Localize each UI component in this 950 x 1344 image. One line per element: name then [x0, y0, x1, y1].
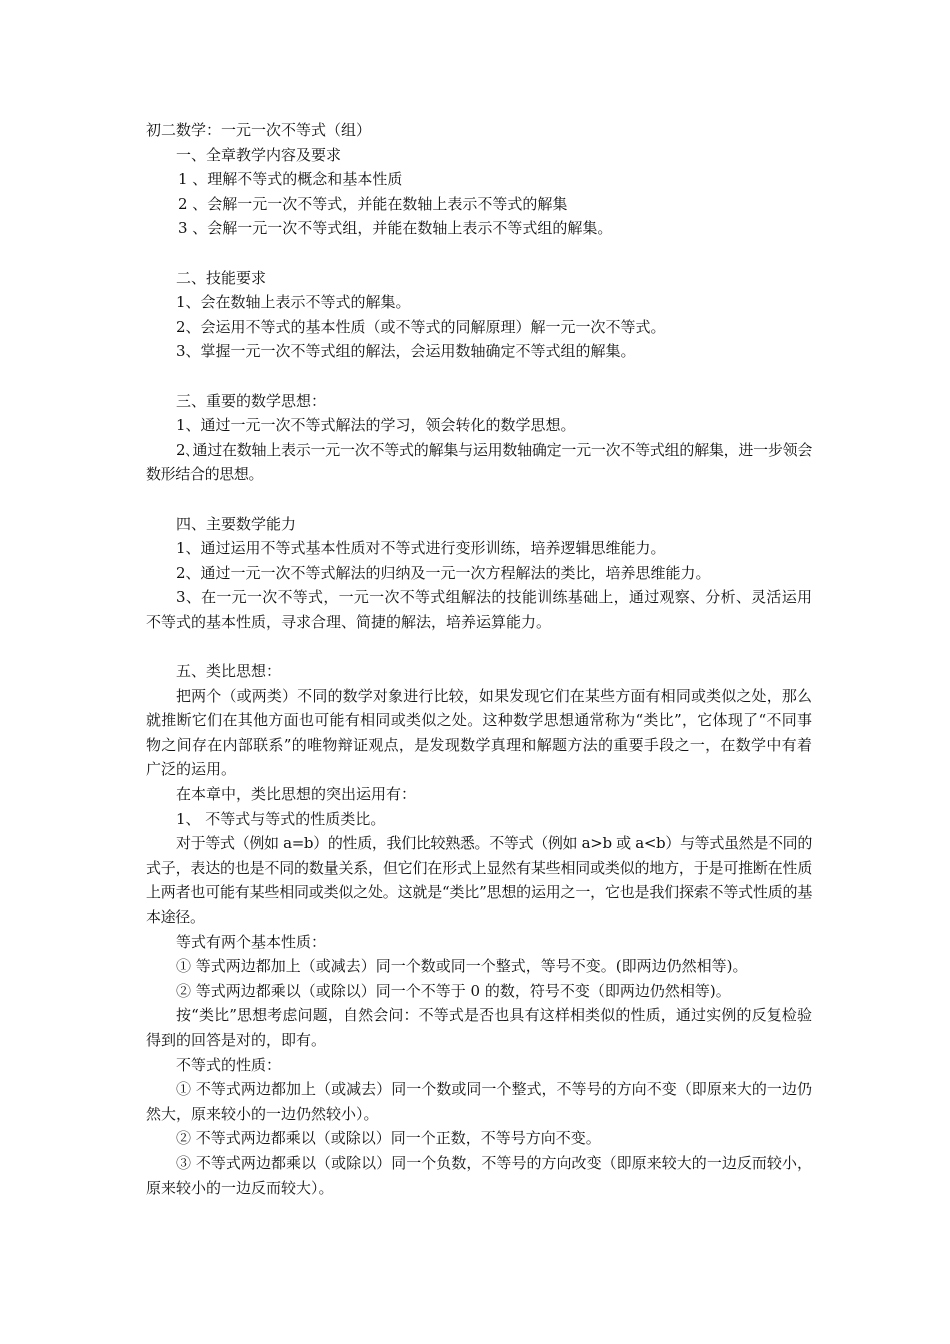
- equation-property-1: ① 等式两边都加上（或减去）同一个数或同一个整式，等号不变。(即两边仍然相等)。: [176, 957, 748, 976]
- section-2-item-3: 3、掌握一元一次不等式组的解法，会运用数轴确定不等式组的解集。: [176, 342, 636, 361]
- section-4-item-2: 2、通过一元一次不等式解法的归纳及一元一次方程解法的类比，培养思维能力。: [176, 563, 711, 582]
- blank-line: [146, 487, 812, 512]
- equation-property-2: ② 等式两边都乘以（或除以）同一个不等于 0 的数，符号不变（即两边仍然相等)。: [176, 981, 731, 1000]
- section-2-item-2: 2、会运用不等式的基本性质（或不等式的同解原理）解一元一次不等式。: [176, 317, 666, 336]
- analogy-use-1: 1、 不等式与等式的性质类比。: [176, 809, 386, 828]
- blank-line: [146, 241, 812, 266]
- section-2-heading: 二、技能要求: [176, 268, 267, 287]
- section-4-heading: 四、主要数学能力: [176, 514, 297, 533]
- blank-line: [146, 364, 812, 389]
- inequality-property-3: ③ 不等式两边都乘以（或除以）同一个负数，不等号的方向改变（即原来较大的一边反而较小，原来较小的一边反而较大）。: [146, 1153, 812, 1197]
- inequality-properties-intro: 不等式的性质：: [176, 1055, 282, 1074]
- blank-line: [146, 634, 812, 659]
- section-3-item-1: 1、通过一元一次不等式解法的学习，领会转化的数学思想。: [176, 416, 576, 435]
- analogy-paragraph: 把两个（或两类）不同的数学对象进行比较，如果发现它们在某些方面有相同或类似之处，那么就推断它们在其他方面也可能有相同或类似之处。这种数学思想通常称为“类比”，它体现了“不同事物之间存在内部联系”的唯物辩证观点，是发现数学真理和解题方法的重要手段之一，在数学中有着广泛的运用。: [146, 686, 812, 779]
- section-4-item-3: 3、在一元一次不等式，一元一次不等式组解法的技能训练基础上，通过观察、分析、灵活运用不等式的基本性质，寻求合理、简捷的解法，培养运算能力。: [146, 588, 812, 631]
- equation-properties-intro: 等式有两个基本性质：: [176, 932, 327, 951]
- section-1-item-3: 3 、会解一元一次不等式组，并能在数轴上表示不等式组的解集。: [178, 219, 613, 238]
- section-2-item-1: 1、会在数轴上表示不等式的解集。: [176, 293, 411, 312]
- section-4-item-1: 1、通过运用不等式基本性质对不等式进行变形训练，培养逻辑思维能力。: [176, 539, 666, 558]
- analogy-question-paragraph: 按“类比”思想考虑问题，自然会问：不等式是否也具有这样相类似的性质，通过实例的反复检验得到的回答是对的，即有。: [146, 1006, 812, 1049]
- section-1-heading: 一、全章教学内容及要求: [176, 145, 342, 164]
- document-title: 初二数学：一元一次不等式（组）: [146, 121, 372, 139]
- document-page: [146, 118, 812, 1200]
- analogy-uses-intro: 在本章中，类比思想的突出运用有：: [176, 785, 417, 804]
- section-1-item-1: 1 、理解不等式的概念和基本性质: [178, 170, 403, 189]
- section-5-heading: 五、类比思想：: [176, 662, 282, 681]
- inequality-property-1: ① 不等式两边都加上（或减去）同一个数或同一个整式，不等号的方向不变（即原来大的一边仍然大，原来较小的一边仍然较小）。: [146, 1080, 812, 1123]
- section-1-item-2: 2 、会解一元一次不等式，并能在数轴上表示不等式的解集: [178, 194, 568, 213]
- section-3-item-2: 2､通过在数轴上表示一元一次不等式的解集与运用数轴确定一元一次不等式组的解集，进一步领会数形结合的思想。: [146, 440, 812, 484]
- equation-inequality-paragraph: 对于等式（例如 a=b）的性质，我们比较熟悉。不等式（例如 a>b 或 a<b）与等式虽然是不同的式子，表达的也是不同的数量关系，但它们在形式上显然有某些相同或类似的地方，于是可推断在性质上两者也可能有某些相同或类似之处。这就是“类比”思想的运用之一，它也是我们探索不等式性质的基本途径。: [146, 834, 812, 926]
- section-3-heading: 三、重要的数学思想：: [176, 391, 327, 410]
- inequality-property-2: ② 不等式两边都乘以（或除以）同一个正数，不等号方向不变。: [176, 1129, 601, 1148]
